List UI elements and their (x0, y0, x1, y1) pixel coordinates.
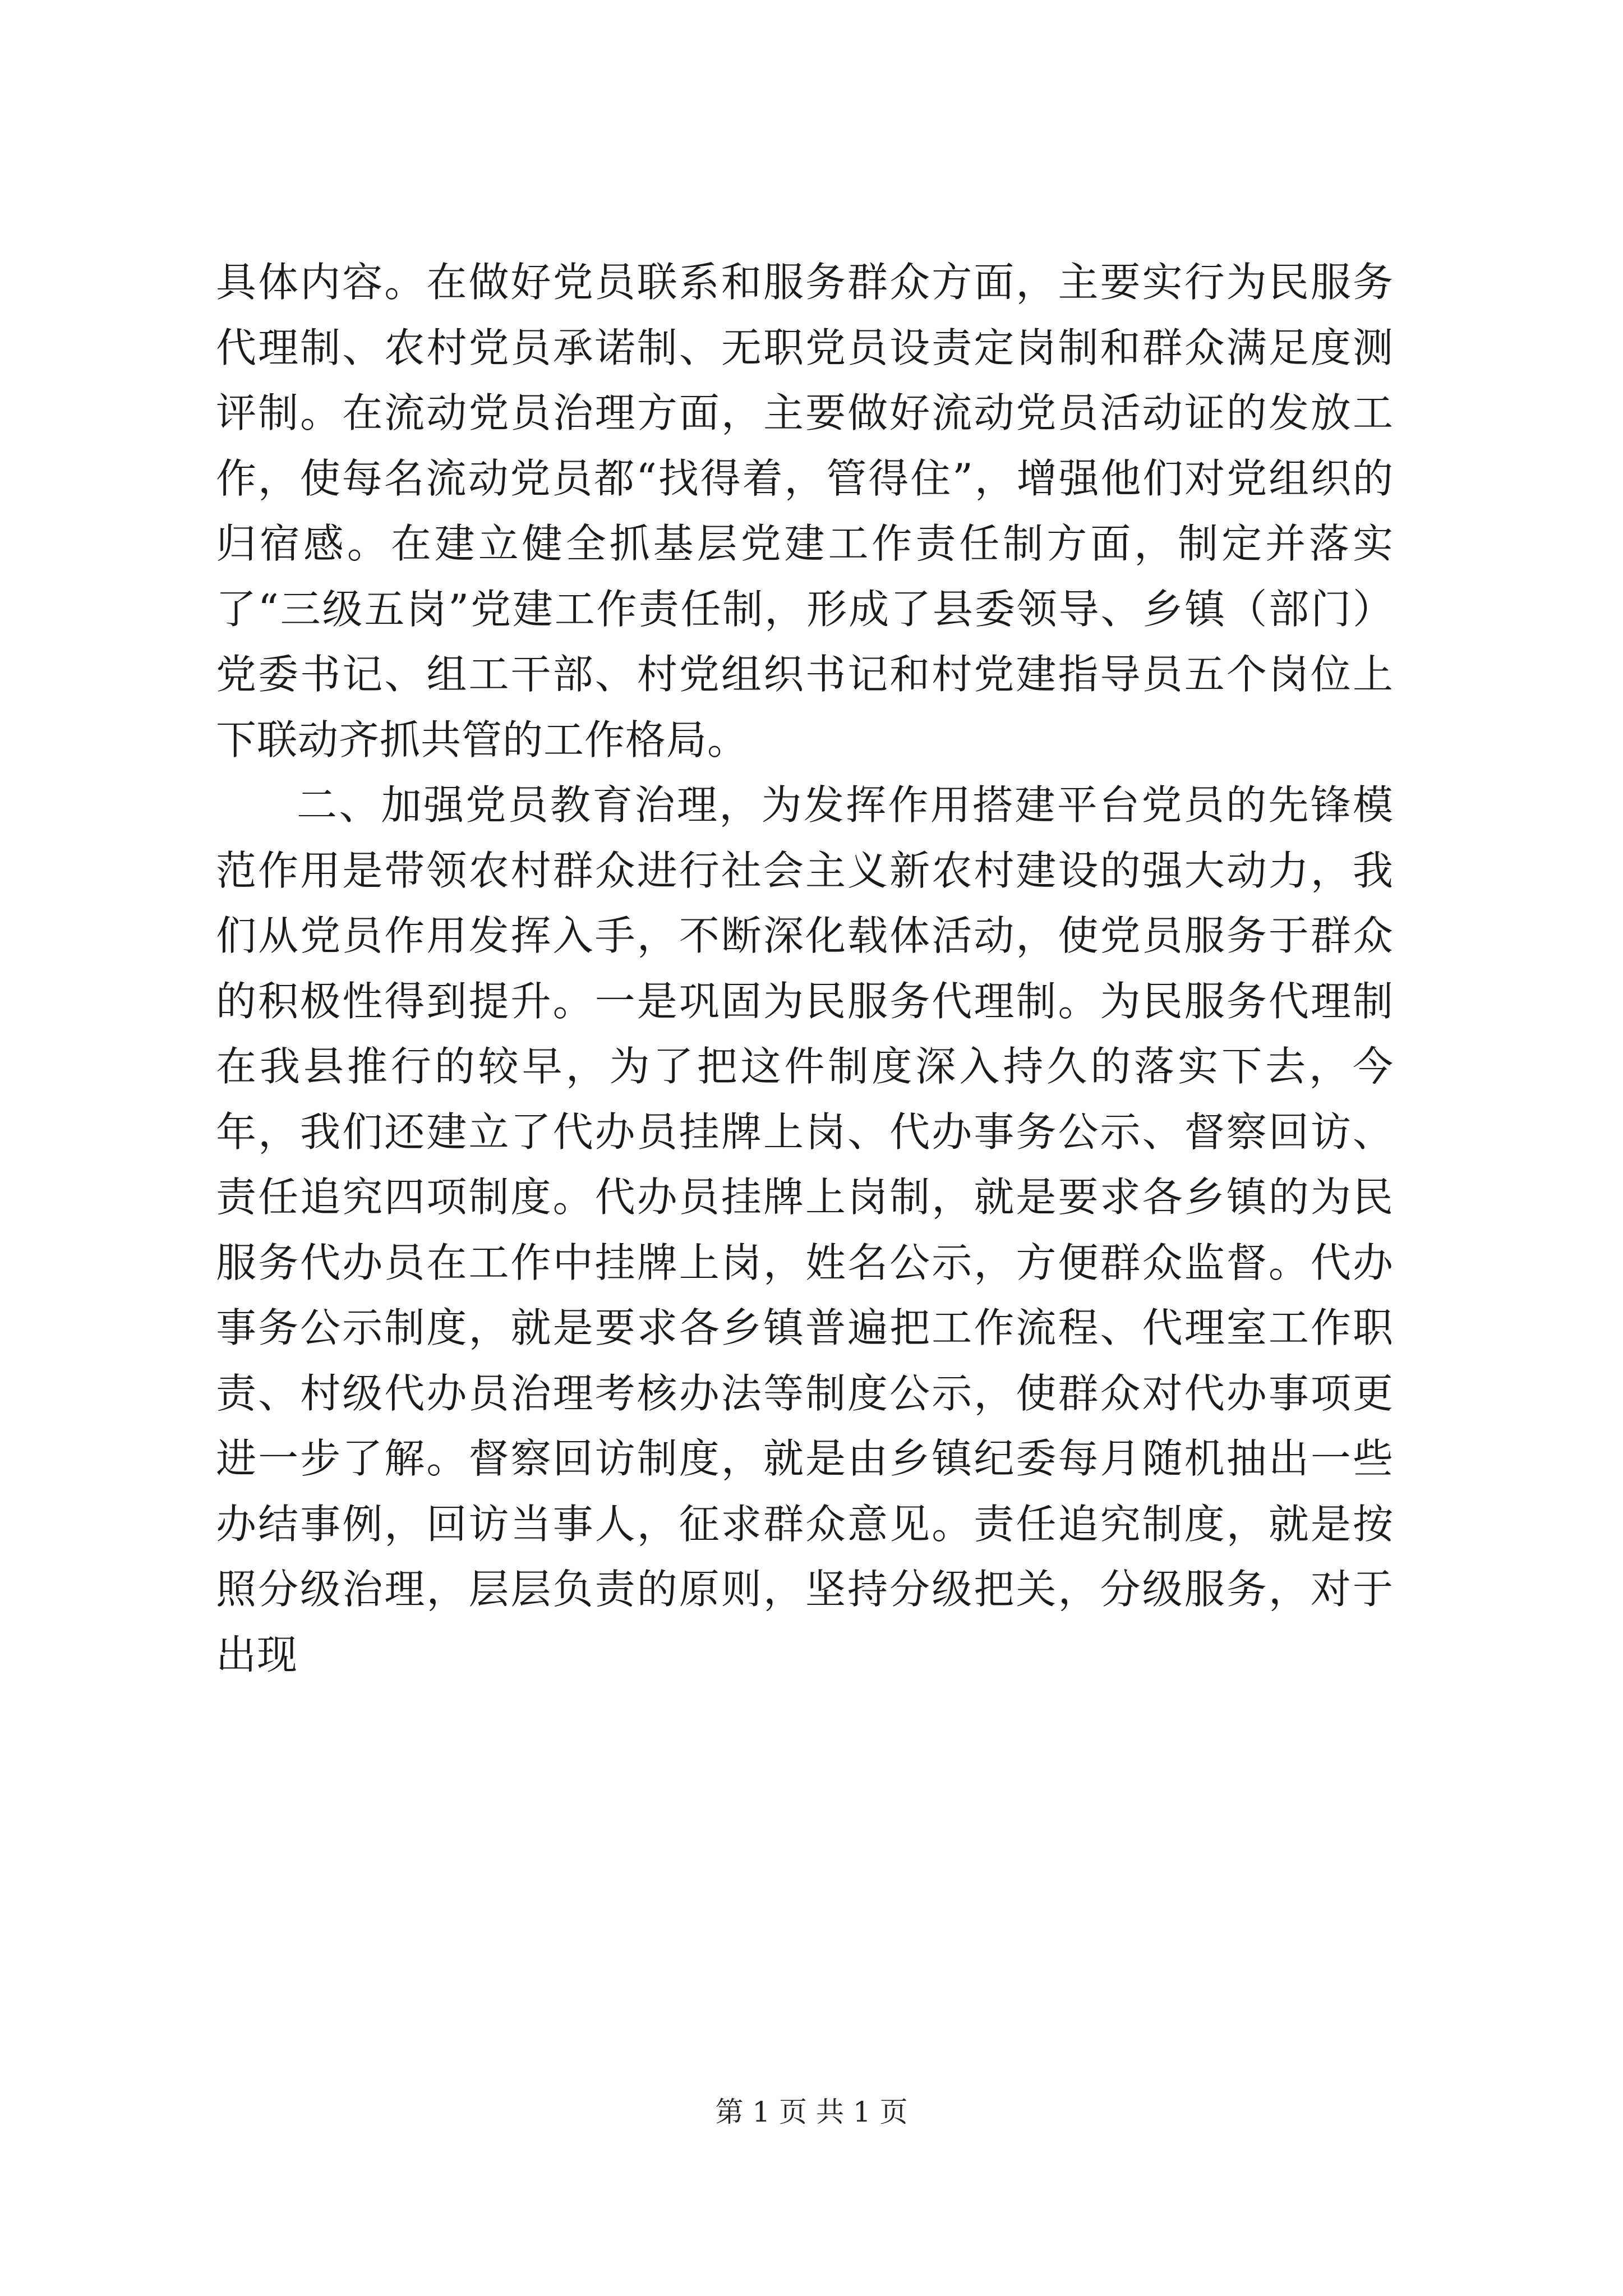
body-paragraph-2: 二、加强党员教育治理，为发挥作用搭建平台党员的先锋模范作用是带领农村群众进行社会主义新农村建设的强大动力，我们从党员作用发挥入手，不断深化载体活动，使党员服务于群众的积极性得到提升。一是巩固为民服务代理制。为民服务代理制在我县推行的较早，为了把这件制度深入持久的落实下去，今年，我们还建立了代办员挂牌上岗、代办事务公示、督察回访、责任追究四项制度。代办员挂牌上岗制，就是要求各乡镇的为民服务代办员在工作中挂牌上岗，姓名公示，方便群众监督。代办事务公示制度，就是要求各乡镇普遍把工作流程、代理室工作职责、村级代办员治理考核办法等制度公示，使群众对代办事项更进一步了解。督察回访制度，就是由乡镇纪委每月随机抽出一些办结事例，回访当事人，征求群众意见。责任追究制度，就是按照分级治理，层层负责的原则，坚持分级把关，分级服务，对于出现 (216, 781, 1394, 1678)
body-paragraph-1: 具体内容。在做好党员联系和服务群众方面，主要实行为民服务代理制、农村党员承诺制、无职党员设责定岗制和群众满足度测评制。在流动党员治理方面，主要做好流动党员活动证的发放工作，使每名流动党员都“找得着，管得住”，增强他们对党组织的归宿感。在建立健全抓基层党建工作责任制方面，制定并落实了“三级五岗”党建工作责任制，形成了县委领导、乡镇（部门）党委书记、组工干部、村党组织书记和村党建指导员五个岗位上下联动齐抓共管的工作格局。 (216, 259, 1394, 763)
document-body (216, 250, 1394, 1687)
page-number-footer: 第 1 页 共 1 页 (715, 2096, 908, 2128)
